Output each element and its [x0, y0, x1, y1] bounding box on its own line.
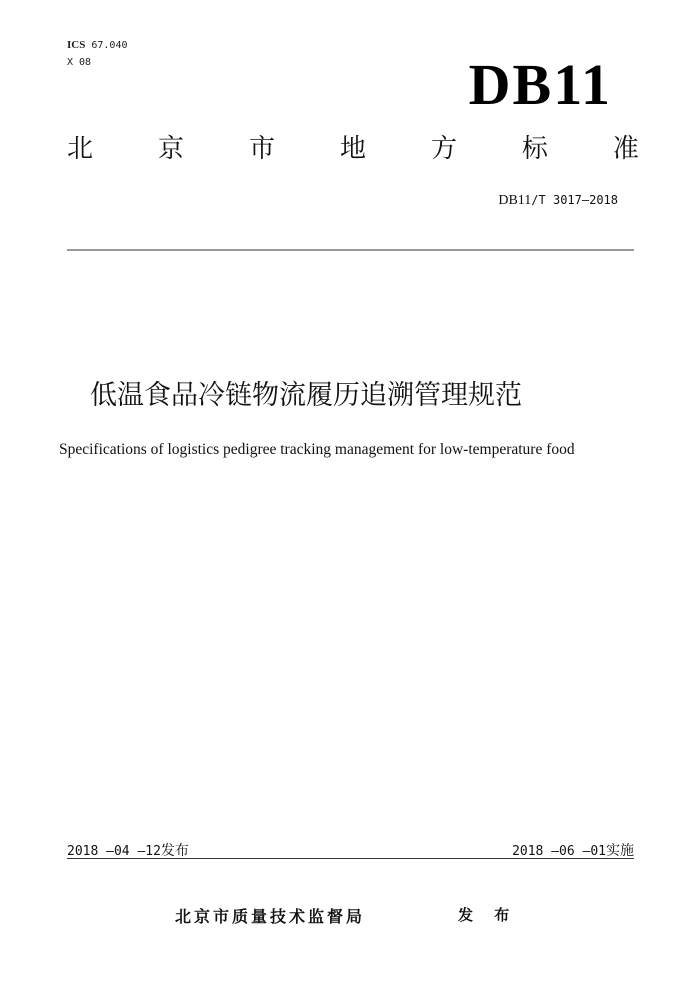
- issue-label: 发 布: [458, 906, 518, 924]
- db-mark: DB11: [468, 52, 612, 117]
- ics-line: [67, 37, 128, 54]
- standard-type: [67, 136, 639, 162]
- title-chinese: 低温食品冷链物流履历追溯管理规范: [90, 380, 522, 411]
- implement-label: 实施: [606, 843, 634, 859]
- standard-type-char: 方: [430, 134, 457, 164]
- publish-label: 发布: [160, 843, 189, 859]
- standard-type-char: 市: [248, 134, 275, 164]
- publish-date-group: [67, 840, 189, 860]
- standard-number: [498, 193, 618, 209]
- standard-type-char: 标: [521, 134, 548, 164]
- ics-label: ICS: [67, 39, 86, 51]
- standard-type-char: 京: [157, 134, 184, 164]
- standard-type-char: 准: [612, 134, 639, 164]
- title-english: Specifications of logistics pedigree tracking management for low-temperature food: [59, 441, 575, 458]
- footer-divider: [67, 858, 634, 859]
- ics-code: 67.040: [91, 40, 128, 51]
- date-row: [67, 840, 634, 860]
- header-divider: [67, 249, 634, 251]
- standard-type-char: 地: [339, 134, 366, 164]
- publish-date: 2018 —04 —12: [67, 844, 161, 859]
- ccs-code: X 08: [67, 57, 92, 68]
- issuer-name: 北京市质量技术监督局: [175, 907, 366, 926]
- standard-type-char: 北: [67, 134, 94, 164]
- implement-date-group: [512, 840, 634, 860]
- standard-number-rest: /T 3017—2018: [531, 193, 618, 207]
- implement-date: 2018 —06 —01: [512, 844, 606, 859]
- standard-number-prefix: DB11: [498, 193, 532, 208]
- classification-codes: [67, 37, 128, 71]
